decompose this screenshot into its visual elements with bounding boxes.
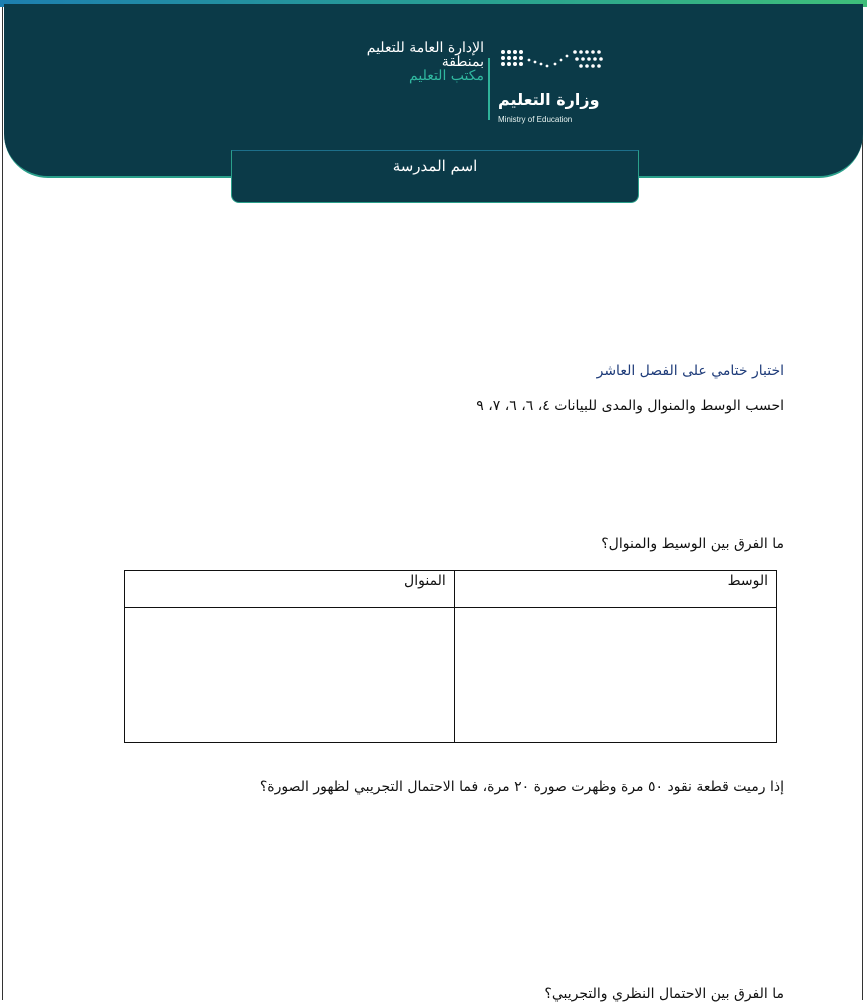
ministry-logo-english: Ministry of Education <box>498 115 573 124</box>
logo-divider <box>488 58 490 120</box>
table-answer-row <box>125 608 777 743</box>
comparison-table <box>124 570 777 743</box>
ministry-logo-dots-icon <box>497 46 609 86</box>
table-header-row <box>125 571 777 608</box>
school-name-box <box>231 150 639 203</box>
question-1: احسب الوسط والمنوال والمدى للبيانات ٤، ٦، ٦، ٧، ٩ <box>476 398 784 414</box>
education-office: مكتب التعليم <box>409 68 484 84</box>
question-4: ما الفرق بين الاحتمال النظري والتجريبي؟ <box>544 986 784 1002</box>
school-name: اسم المدرسة <box>392 157 478 175</box>
exam-title: اختبار ختامي على الفصل العاشر <box>596 363 784 379</box>
question-3: إذا رميت قطعة نقود ٥٠ مرة وظهرت صورة ٢٠ مرة، فما الاحتمال التجريبي لظهور الصورة؟ <box>259 779 784 795</box>
ministry-logo-arabic: وزارة التعليم <box>498 90 600 109</box>
answer-cell-mean[interactable] <box>454 608 776 743</box>
admin-line-1: الإدارة العامة للتعليم <box>366 40 484 56</box>
admin-line-2: بمنطقة <box>441 54 484 70</box>
education-admin-block <box>304 41 484 83</box>
answer-cell-mode[interactable] <box>125 608 455 743</box>
question-2: ما الفرق بين الوسيط والمنوال؟ <box>601 536 784 552</box>
table-header-mode: المنوال <box>125 571 455 608</box>
table-header-mean: الوسط <box>454 571 776 608</box>
